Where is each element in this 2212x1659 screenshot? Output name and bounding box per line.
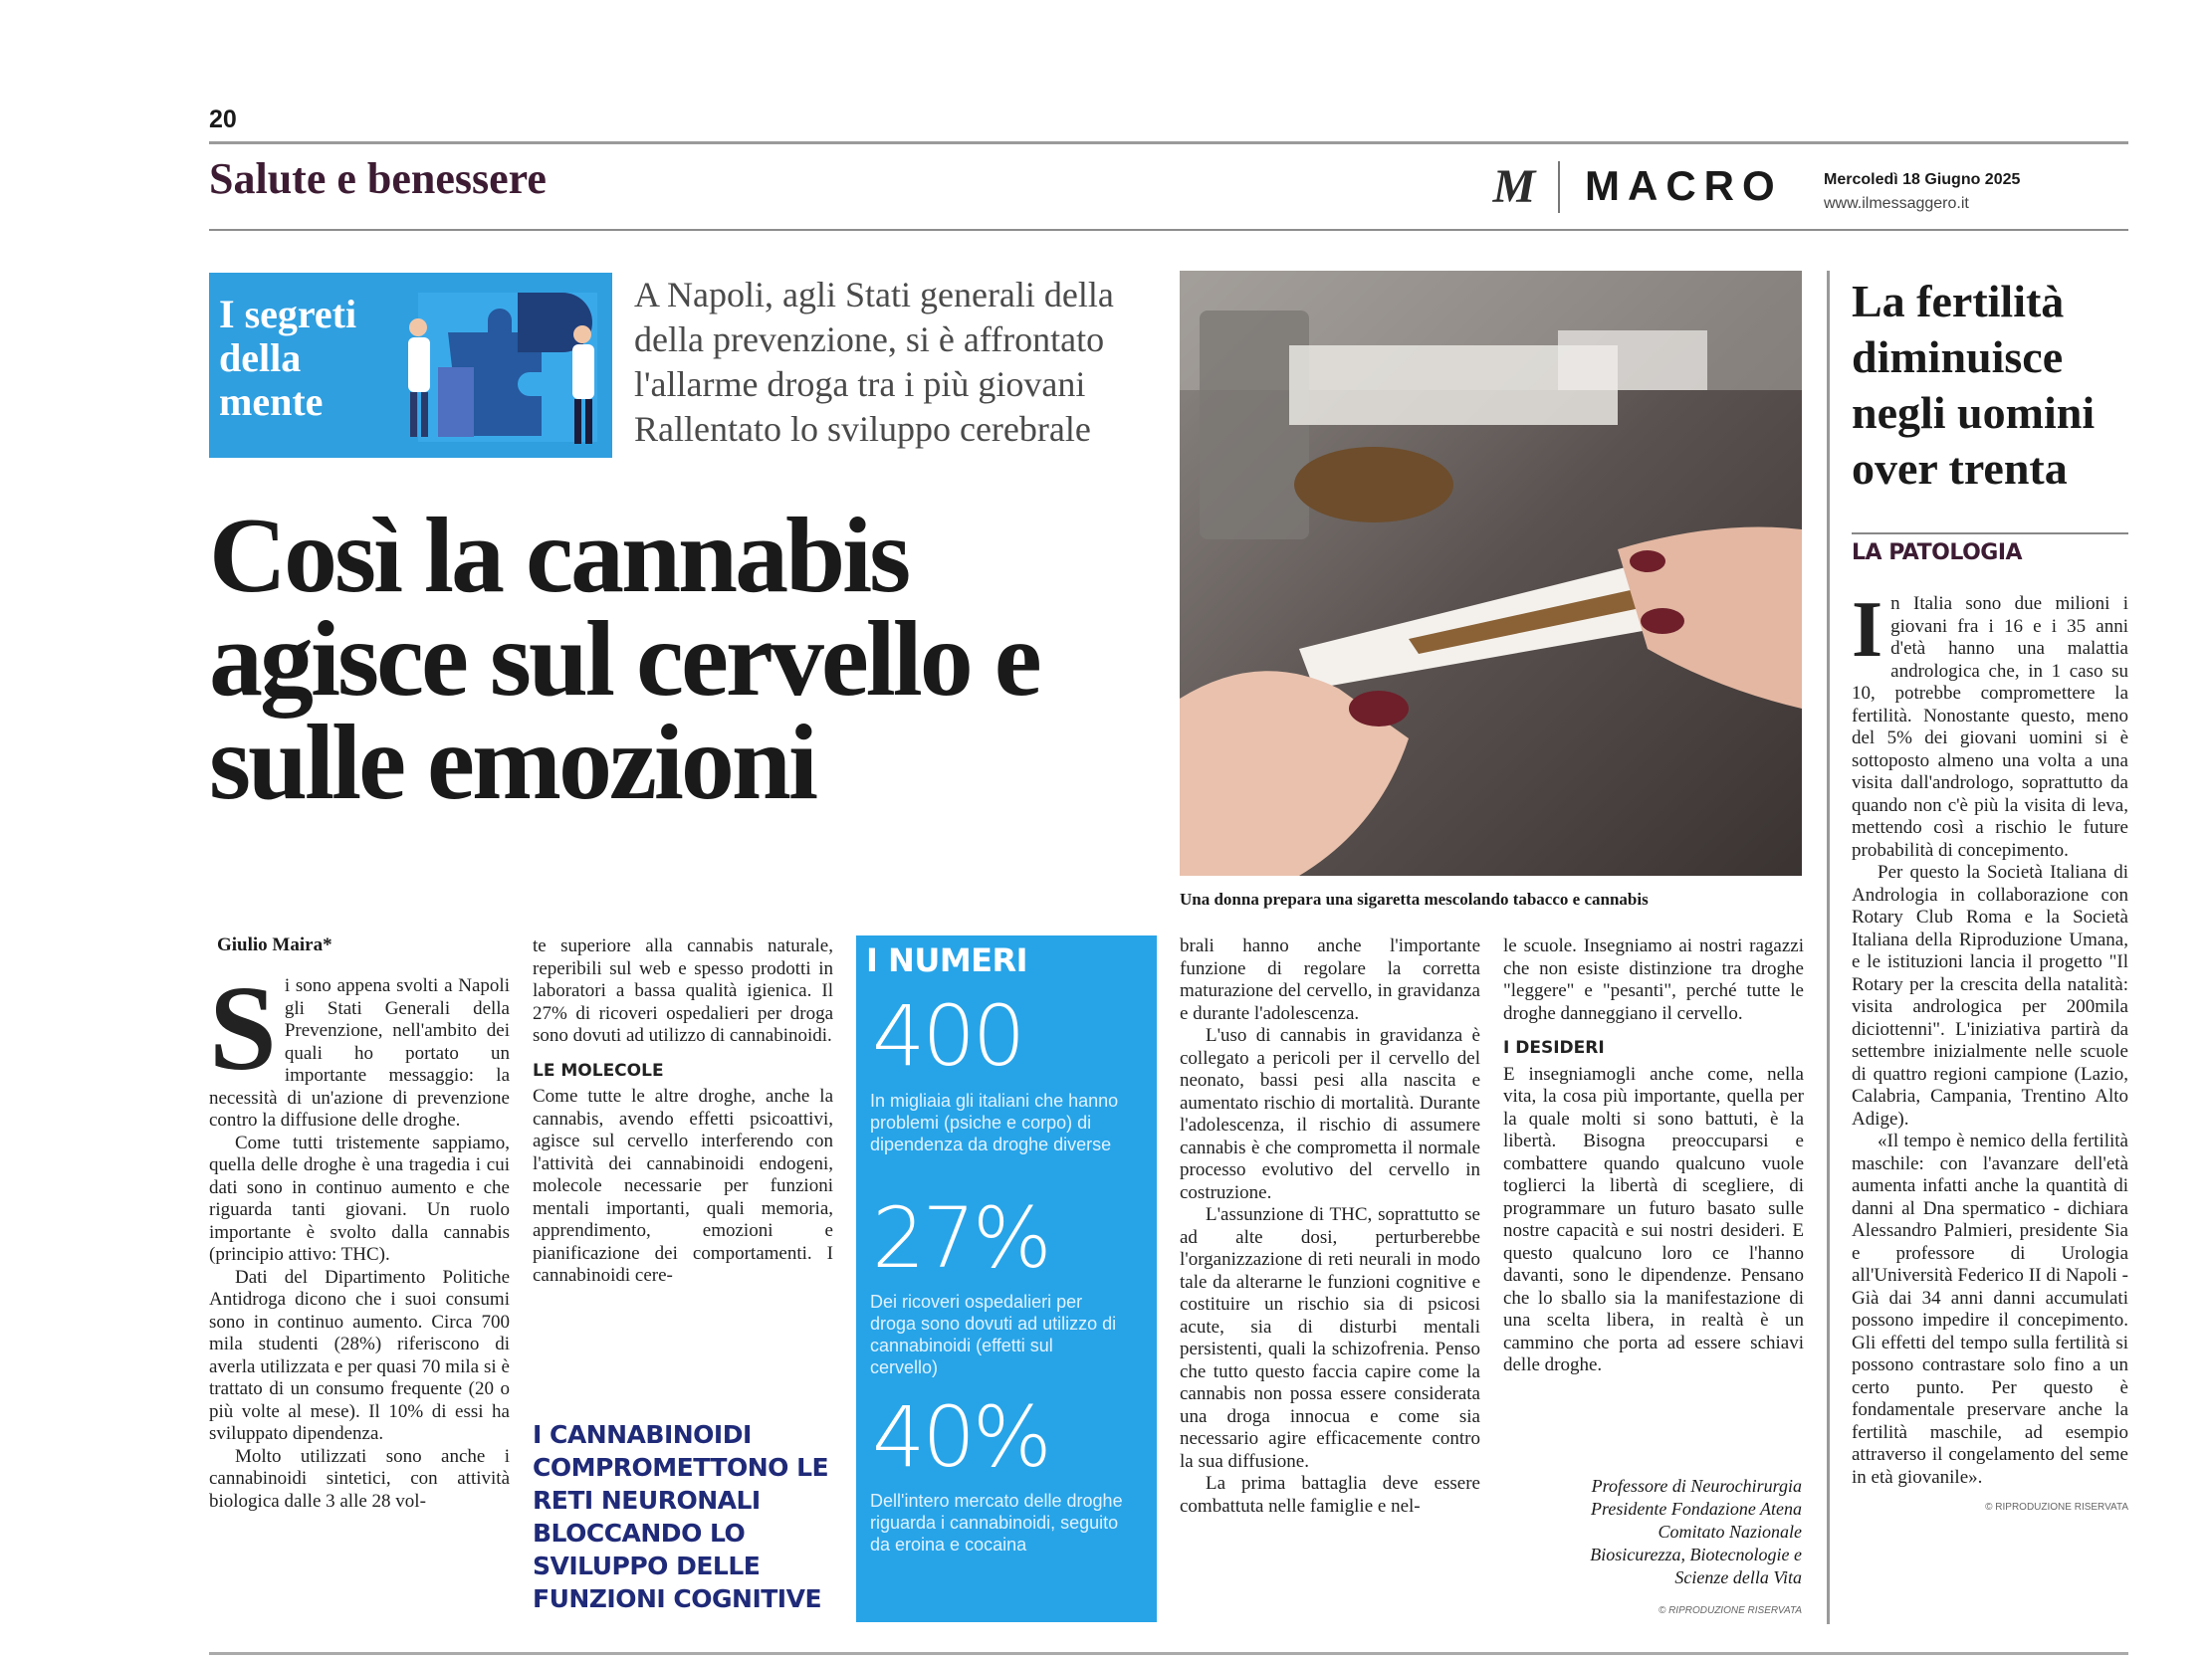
- drop-cap: S: [209, 975, 277, 1096]
- article-column-2: [533, 935, 833, 1413]
- article-paragraph: Molto utilizzati sono anche i cannabinoidi sintetici, con attività biologica dalle 3 alle 28 vol-: [209, 1445, 510, 1512]
- stat-description: In migliaia gli italiani che hanno problemi (psiche e corpo) di dipendenza da droghe diverse: [870, 1091, 1119, 1154]
- supplement-logo: MACRO: [1585, 162, 1783, 209]
- article-paragraph: Dati del Dipartimento Politiche Antidroga dicono che i suoi consumi sono in continuo aumento. Circa 700 mila studenti (28%) riferiscono di averla utilizzata e per quasi 70 mila si è trattato di un consumo frequente (20 o più volte al mese). Il 10% di essi ha sviluppato dipendenza.: [209, 1266, 510, 1444]
- author-credit-line: Scienze della Vita: [1674, 1567, 1802, 1587]
- stat-value: 400: [872, 987, 1023, 1085]
- sidebar-divider: [1827, 271, 1830, 1624]
- section-title: Salute e benessere: [209, 154, 547, 203]
- author-credit: [1503, 1475, 1802, 1622]
- publication-date: Mercoledì 18 Giugno 2025: [1824, 171, 2021, 188]
- author-credit-line: Biosicurezza, Biotecnologie e: [1590, 1545, 1802, 1564]
- article-paragraph: le scuole. Insegniamo ai nostri ragazzi che non esiste distinzione tra droghe "leggere" e "pesanti", perché tutte le droghe danneggiano il cervello.: [1503, 935, 1804, 1024]
- stat-description: Dell'intero mercato delle droghe riguarda i cannabinoidi, seguito da eroina e cocaina: [870, 1491, 1123, 1555]
- series-box: [209, 273, 612, 458]
- sidebar-text: [1852, 593, 2128, 1618]
- article-subheading: I DESIDERI: [1503, 1038, 1605, 1058]
- sidebar-section-label: LA PATOLOGIA: [1852, 540, 2023, 565]
- header-rule: [209, 229, 2128, 231]
- article-subheading: LE MOLECOLE: [533, 1060, 664, 1081]
- series-label: I segreti della mente: [219, 292, 357, 424]
- byline: Giulio Maira*: [217, 934, 332, 955]
- numbers-box: [856, 935, 1157, 1622]
- article-paragraph: L'uso di cannabis in gravidanza è collegato a pericoli per il cervello del neonato, bassi pesi alla nascita e aumentato rischio di mortalità. Durante l'adolescenza, il rischio di assumere cannabis è che comprometta il normale processo evolutivo del cervello in costruzione.: [1180, 1025, 1480, 1203]
- sidebar-rule: [1852, 532, 2128, 534]
- stat-description: Dei ricoveri ospedalieri per droga sono dovuti ad utilizzo di cannabinoidi (effetti sul cervello): [870, 1292, 1117, 1377]
- newspaper-logo-icon: M: [1492, 160, 1536, 213]
- puzzle-illustration-icon: [378, 273, 612, 458]
- article-column-1: [209, 975, 510, 1632]
- sidebar-headline: La fertilità diminuisce negli uomini over trenta: [1852, 276, 2096, 494]
- stat-value: 40%: [872, 1388, 1049, 1486]
- article-paragraph: Come tutte le altre droghe, anche la cannabis, avendo effetti psicoattivi, agisce sul cervello interferendo con l'attività dei cannabinoidi endogeni, molecole necessarie per funzioni mentali importanti, quali memoria, apprendimento, emozioni e pianificazione dei comportamenti. I cannabinoidi cere-: [533, 1086, 833, 1286]
- article-paragraph: i sono appena svolti a Napoli gli Stati Generali della Prevenzione, nell'ambito dei quali ho portato un importante messaggio: la necessità di un'azione di prevenzione contro la diffusione delle droghe.: [209, 975, 510, 1131]
- drop-cap: I: [1852, 593, 1883, 674]
- article-subtitle: A Napoli, agli Stati generali della della prevenzione, si è affrontato l'allarme droga tra i più giovani Rallentato lo sviluppo cerebrale: [634, 275, 1114, 449]
- article-paragraph: La prima battaglia deve essere combattuta nelle famiglie e nel-: [1180, 1473, 1480, 1517]
- author-credit-line: Comitato Nazionale: [1658, 1522, 1802, 1542]
- page-number: 20: [209, 105, 237, 133]
- article-paragraph: E insegniamogli anche come, nella vita, la cosa più importante, quella per la quale molti si sono battuti, è la libertà. Bisogna preoccuparsi e combattere quando qualcuno vuole toglierci la libertà di scegliere, di programmare un futuro basato sulle nostre capacità e sui nostri desideri. E questo qualcuno loro ce l'hanno davanti, sono le dipendenze. Pensano che lo sballo sia la manifestazione di una scelta libera, in realtà è un cammino che porta ad essere schiavi delle droghe.: [1503, 1063, 1804, 1375]
- author-credit-line: Professore di Neurochirurgia: [1591, 1476, 1802, 1496]
- article-column-5: [1503, 935, 1804, 1463]
- sidebar-paragraph: «Il tempo è nemico della fertilità maschile: con l'avanzare dell'età aumenta infatti anche la quantità di danni al Dna spermatico - dichiara Alessandro Palmieri, presidente Sia e professore di Urologia all'Università Federico II di Napoli - Già dai 34 anni danni accumulati possono impedire il concepimento. Gli effetti del tempo sulla fertilità si possono contrastare solo fino a un certo punto. Per questo è fondamentale preservare anche la fertilità maschile, ad esempio attraverso il congelamento del seme in età giovanile».: [1852, 1131, 2128, 1488]
- author-credit-line: Presidente Fondazione Atena: [1591, 1499, 1802, 1519]
- numbers-title: I NUMERI: [866, 941, 1028, 979]
- publication-url: www.ilmessaggero.it: [1824, 195, 1969, 212]
- article-paragraph: te superiore alla cannabis naturale, reperibili sul web e spesso prodotti in laboratori a bassa qualità igienica. Il 27% di ricoveri ospedalieri per droga sono dovuti ad utilizzo di cannabinoidi.: [533, 935, 833, 1046]
- article-paragraph: L'assunzione di THC, soprattutto se ad alte dosi, perturberebbe l'organizzazione di reti neurali in modo tale da alterarne le funzioni cognitive e costituire un rischio sia di psicosi acute, sia di disturbi mentali persistenti, quali la schizofrenia. Penso che tutto questo faccia capire come la cannabis non possa essere considerata una droga innocua e come sia necessario agire efficacemente contro la sua diffusione.: [1180, 1204, 1480, 1472]
- article-paragraph: Come tutti tristemente sappiamo, quella delle droghe è una tragedia i cui dati sono in continuo aumento e che riguarda tanti giovani. Un ruolo importante è svolto dalla cannabis (principio attivo: THC).: [209, 1132, 510, 1265]
- article-photo: [1180, 271, 1802, 876]
- sidebar-paragraph: Per questo la Società Italiana di Andrologia in collaborazione con Rotary Club Roma e la Società Italiana della Riproduzione Umana, e le istituzioni lancia il progetto "Il Rotary per la crescita della natalità: visita andrologica per 200mila diciottenni". L'iniziativa partirà da settembre inizialmente nelle scuole di quattro regioni campione (Lazio, Calabria, Campania, Trentino Alto Adige).: [1852, 862, 2128, 1130]
- sidebar-paragraph: n Italia sono due milioni i giovani fra i 16 e i 35 anni d'età hanno una malattia andrologica che, in 1 caso su 10, potrebbe compromettere la fertilità. Nonostante questo, meno del 5% dei giovani uomini si è sottoposto almeno una volta a una visita dall'andrologo, soprattutto da quando non c'è più la visita di leva, mettendo così a rischio le future probabilità di concepimento.: [1852, 593, 2128, 861]
- article-column-4: [1180, 935, 1480, 1602]
- article-paragraph: brali hanno anche l'importante funzione di regolare la corretta maturazione del cervello, in gravidanza e durante l'adolescenza.: [1180, 935, 1480, 1024]
- bottom-rule: [209, 1652, 2128, 1655]
- copyright-note: © RIPRODUZIONE RISERVATA: [1985, 1502, 2128, 1513]
- copyright-note: © RIPRODUZIONE RISERVATA: [1658, 1605, 1802, 1616]
- photo-caption: Una donna prepara una sigaretta mescolando tabacco e cannabis: [1180, 890, 1649, 909]
- article-headline: Così la cannabis agisce sul cervello e sulle emozioni: [209, 497, 1039, 822]
- stat-value: 27%: [872, 1189, 1049, 1287]
- pull-quote: I CANNABINOIDI COMPROMETTONO LE RETI NEURONALI BLOCCANDO LO SVILUPPO DELLE FUNZIONI COGNITIVE: [533, 1420, 829, 1613]
- top-rule: [209, 141, 2128, 144]
- logo-separator: [1558, 161, 1560, 213]
